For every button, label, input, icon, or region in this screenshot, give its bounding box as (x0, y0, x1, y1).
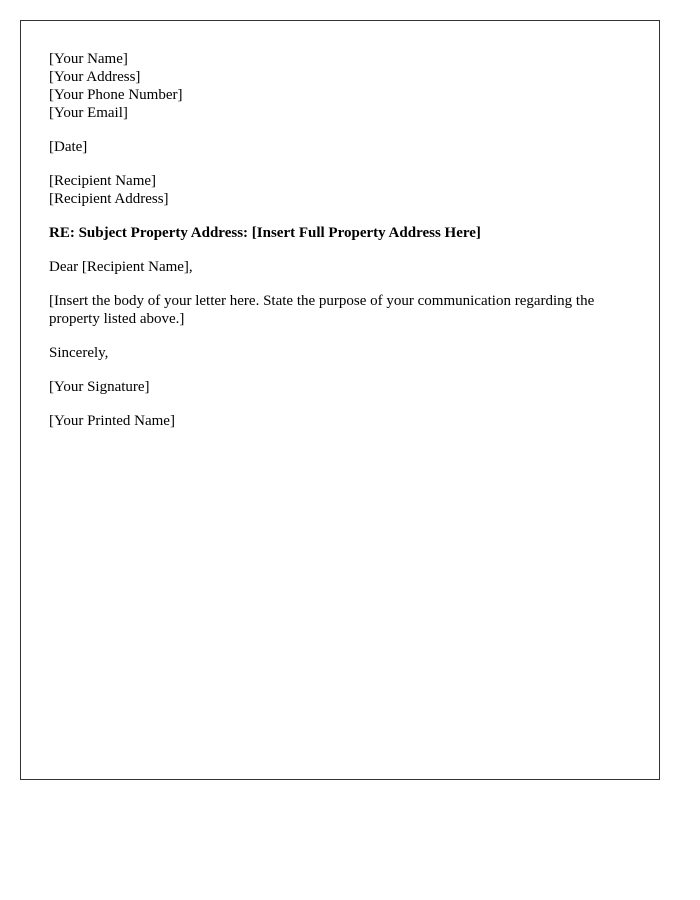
recipient-address: [Recipient Address] (49, 191, 169, 207)
letter-body: [Insert the body of your letter here. State the purpose of your communication regarding the property listed above.] (49, 293, 595, 327)
recipient-name: [Recipient Name] (49, 173, 157, 189)
sender-name: [Your Name] (49, 51, 128, 67)
sender-email: [Your Email] (49, 105, 128, 121)
date: [Date] (49, 139, 88, 155)
sender-block (49, 50, 631, 122)
signature: [Your Signature] (49, 379, 150, 395)
sender-address: [Your Address] (49, 69, 141, 85)
printed-name: [Your Printed Name] (49, 413, 175, 429)
closing: Sincerely, (49, 345, 109, 361)
salutation: Dear [Recipient Name], (49, 259, 193, 275)
letter-page (20, 20, 660, 780)
sender-phone: [Your Phone Number] (49, 87, 183, 103)
subject-line: RE: Subject Property Address: [Insert Full Property Address Here] (49, 225, 481, 241)
recipient-block (49, 172, 631, 208)
